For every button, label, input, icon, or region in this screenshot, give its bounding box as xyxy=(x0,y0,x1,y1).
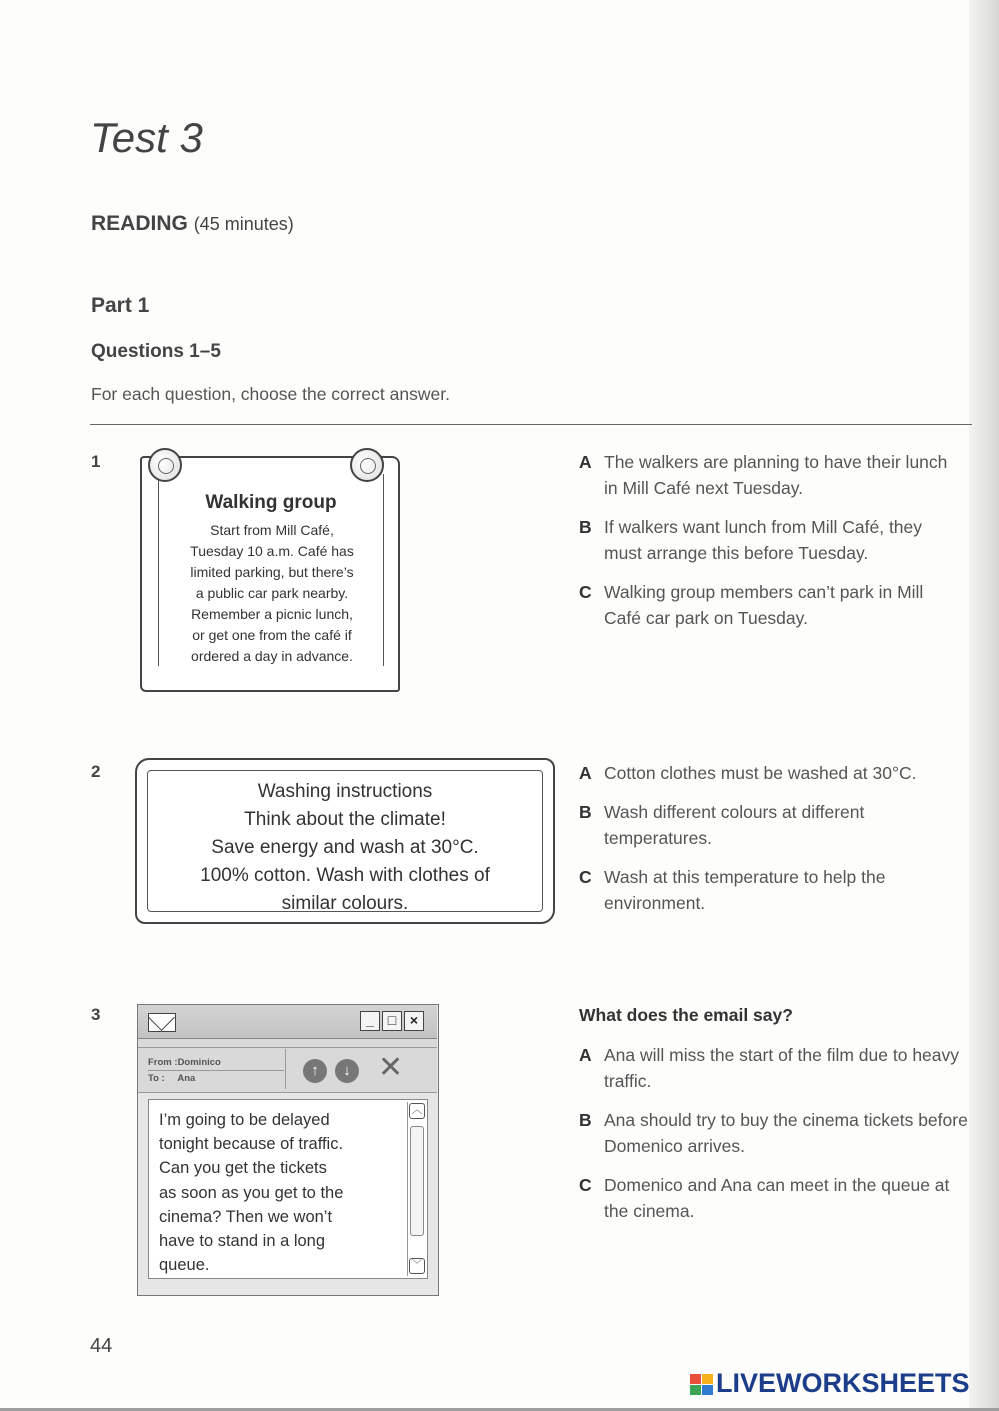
scroll-up-icon[interactable]: ︿ xyxy=(409,1103,425,1119)
from-to-fields xyxy=(138,1049,286,1089)
notice-line: a public car park nearby. xyxy=(195,585,349,601)
from-value: Dominico xyxy=(177,1057,221,1068)
email-message xyxy=(159,1108,397,1277)
question-number: 3 xyxy=(91,1005,101,1024)
answer-options xyxy=(579,760,964,929)
label-line: similar colours. xyxy=(281,893,409,914)
liveworksheets-logo-icon xyxy=(690,1374,714,1396)
email-titlebar xyxy=(138,1005,437,1039)
label-line: Save energy and wash at 30°C. xyxy=(211,837,479,858)
message-line: Can you get the tickets xyxy=(159,1159,327,1178)
answer-options xyxy=(579,449,964,644)
section-heading xyxy=(91,212,294,236)
label-line: Washing instructions xyxy=(257,781,433,802)
option-letter: B xyxy=(579,802,592,822)
option-letter: A xyxy=(579,763,592,783)
label-line: Think about the climate! xyxy=(244,809,446,830)
minimize-icon[interactable]: _ xyxy=(360,1011,380,1031)
option-letter: C xyxy=(579,582,592,602)
notice-line: ordered a day in advance. xyxy=(191,648,353,664)
notice-body xyxy=(162,520,382,667)
walking-group-notice xyxy=(138,450,404,696)
option-text: Domenico and Ana can meet in the queue at the cinema. xyxy=(604,1175,950,1221)
notice-line: or get one from the café if xyxy=(192,627,352,643)
washing-instructions-label xyxy=(135,758,555,924)
option-text: Ana should try to buy the cinema tickets before Domenico arrives. xyxy=(604,1110,968,1156)
message-line: queue. xyxy=(159,1256,210,1275)
from-label: From : xyxy=(148,1057,178,1068)
pin-icon xyxy=(148,448,182,482)
option-letter: A xyxy=(579,1045,592,1065)
option-text: Ana will miss the start of the film due to heavy traffic. xyxy=(604,1045,960,1091)
questions-heading: Questions 1–5 xyxy=(91,341,221,362)
message-line: cinema? Then we won’t xyxy=(159,1207,333,1226)
option-letter: A xyxy=(579,452,592,472)
from-field xyxy=(148,1057,221,1068)
option-text: If walkers want lunch from Mill Café, they must arrange this before Tuesday. xyxy=(604,517,923,563)
to-field xyxy=(148,1073,195,1084)
option-text: Cotton clothes must be washed at 30°C. xyxy=(604,763,917,783)
answer-option[interactable] xyxy=(579,864,964,916)
scrollbar[interactable] xyxy=(407,1102,425,1276)
option-text: Walking group members can’t park in Mill Café car park on Tuesday. xyxy=(604,582,924,628)
instruction-text: For each question, choose the correct answer. xyxy=(91,384,450,404)
section-name: READING xyxy=(91,212,188,235)
to-value: Ana xyxy=(177,1073,196,1084)
email-header xyxy=(138,1039,437,1093)
label-line: 100% cotton. Wash with clothes of xyxy=(200,865,490,886)
arrow-down-icon[interactable]: ↓ xyxy=(335,1059,359,1083)
label-text xyxy=(147,778,543,918)
notice-line: Start from Mill Café, xyxy=(210,522,334,538)
email-window xyxy=(137,1004,439,1296)
question-number: 2 xyxy=(91,762,101,781)
field-divider xyxy=(148,1070,284,1071)
answer-option[interactable] xyxy=(579,1107,974,1159)
message-line: tonight because of traffic. xyxy=(159,1135,344,1154)
part-heading: Part 1 xyxy=(91,294,150,317)
message-line: as soon as you get to the xyxy=(159,1183,344,1202)
section-duration: (45 minutes) xyxy=(193,214,294,234)
message-line: have to stand in a long xyxy=(159,1232,326,1251)
pin-icon xyxy=(350,448,384,482)
to-label: To : xyxy=(148,1073,165,1084)
email-body xyxy=(148,1099,428,1279)
answer-option[interactable] xyxy=(579,760,964,786)
answer-option[interactable] xyxy=(579,1172,974,1224)
option-text: The walkers are planning to have their lunch in Mill Café next Tuesday. xyxy=(604,452,948,498)
scroll-thumb[interactable] xyxy=(410,1126,424,1236)
divider xyxy=(90,424,972,425)
question-stem: What does the email say? xyxy=(579,1005,793,1025)
option-text: Wash different colours at different temperatures. xyxy=(604,802,865,848)
answer-option[interactable] xyxy=(579,449,964,501)
answer-option[interactable] xyxy=(579,799,964,851)
brand-name[interactable]: LIVEWORKSHEETS xyxy=(716,1368,970,1398)
page-number: 44 xyxy=(90,1335,113,1357)
answer-option[interactable] xyxy=(579,579,964,631)
message-line: I’m going to be delayed xyxy=(159,1111,330,1129)
header-divider xyxy=(138,1047,437,1048)
answer-option[interactable] xyxy=(579,1042,974,1094)
question-number: 1 xyxy=(91,452,101,471)
notice-heading: Walking group xyxy=(205,492,337,513)
notice-line: Tuesday 10 a.m. Café has xyxy=(190,543,354,559)
option-letter: B xyxy=(579,1110,592,1130)
option-letter: C xyxy=(579,1175,592,1195)
option-letter: C xyxy=(579,867,592,887)
arrow-up-icon[interactable]: ↑ xyxy=(303,1059,327,1083)
maximize-icon[interactable]: □ xyxy=(382,1011,402,1031)
answer-options xyxy=(579,1002,974,1237)
scroll-down-icon[interactable]: ﹀ xyxy=(409,1258,425,1274)
test-title: Test 3 xyxy=(90,114,203,161)
answer-option[interactable] xyxy=(579,514,964,566)
close-icon[interactable]: × xyxy=(404,1011,424,1031)
notice-line: Remember a picnic lunch, xyxy=(191,606,353,622)
option-letter: B xyxy=(579,517,592,537)
option-text: Wash at this temperature to help the environment. xyxy=(604,867,886,913)
delete-icon[interactable]: ✕ xyxy=(378,1051,404,1084)
notice-line: limited parking, but there’s xyxy=(190,564,354,580)
envelope-icon xyxy=(148,1013,176,1032)
